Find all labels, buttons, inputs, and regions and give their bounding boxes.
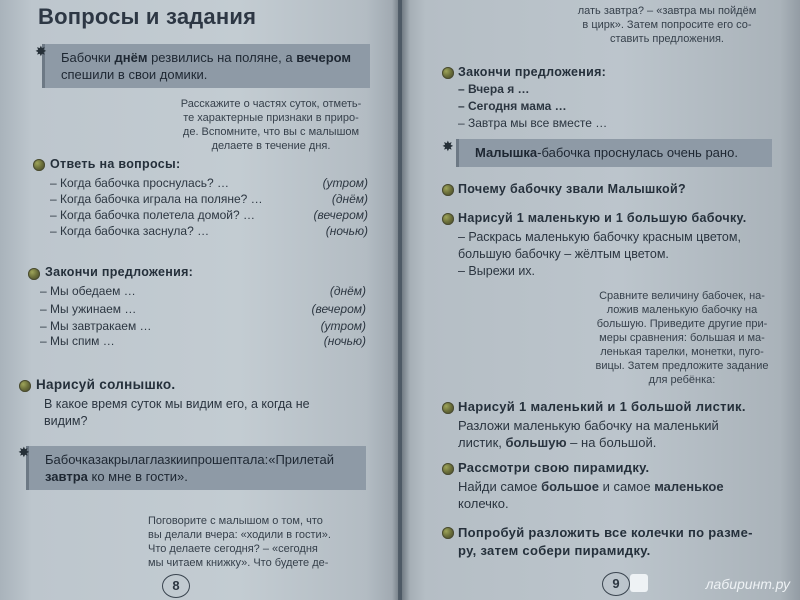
body-text: и самое (598, 479, 655, 494)
note-line: вы делали вчера: «ходили в гости». (148, 529, 331, 541)
task-heading-complete: Закончи предложения: (458, 65, 607, 79)
note-line: де. Вспомните, что вы с малышом (182, 126, 360, 138)
note-line: те характерные признаки в приро- (183, 112, 359, 124)
body-line: – Раскрась маленькую бабочку красным цветом, (458, 230, 741, 244)
body-emph: большую (505, 435, 567, 450)
note-line: для ребёнка: (648, 374, 716, 386)
question-text: – Мы спим … (40, 334, 115, 348)
answer-text: (утром) (320, 319, 366, 333)
parent-note-continued (552, 4, 782, 46)
task-bullet-icon (442, 463, 454, 475)
qa-row (50, 191, 368, 207)
left-page (0, 0, 398, 600)
task-heading-complete: Закончи предложения: (45, 265, 194, 279)
answer-text: (утром) (322, 176, 368, 190)
note-line: Поговорите с малышом о том, что (148, 515, 323, 527)
callout-butterfly-whisper (26, 446, 366, 490)
callout-butterflies-day (42, 44, 370, 88)
right-page (402, 0, 800, 600)
body-line (458, 434, 719, 451)
qa-row (40, 318, 366, 334)
question-text: – Когда бабочка полетела домой? … (50, 208, 255, 222)
callout-text: Бабочки (61, 50, 115, 65)
question-text: – Мы обедаем … (40, 284, 136, 298)
parent-note-compare (584, 289, 780, 387)
task-heading-draw-leaves: Нарисуй 1 маленький и 1 большой листик. (458, 399, 746, 414)
task-heading-why-name: Почему бабочку звали Малышкой? (458, 182, 686, 196)
body-line: большую бабочку – жёлтым цветом. (458, 247, 669, 261)
note-line: Сравните величину бабочек, на- (599, 290, 765, 302)
callout-text: ко мне в гости». (87, 469, 188, 484)
task-bullet-icon (442, 527, 454, 539)
question-text: – Мы завтракаем … (40, 319, 152, 333)
task-bullet-icon (28, 268, 40, 280)
body-emph: большое (541, 479, 599, 494)
logo-icon (630, 574, 648, 592)
note-line: вицы. Затем предложите задание (595, 360, 769, 372)
page-title: Вопросы и задания (38, 4, 257, 29)
answer-text: (ночью) (325, 224, 368, 238)
task-body (458, 229, 741, 280)
note-line: большую. Приведите другие при- (596, 318, 768, 330)
task-heading-rings (458, 524, 753, 560)
task-heading-answer: Ответь на вопросы: (50, 157, 181, 171)
answer-text: (вечером) (313, 208, 368, 222)
page-number: 9 (602, 572, 630, 596)
body-text: Найди самое (458, 479, 542, 494)
qa-row (40, 333, 366, 349)
note-line: лать завтра? – «завтра мы пойдём (577, 5, 757, 17)
callout-emph: завтра (45, 469, 88, 484)
task-body (458, 417, 719, 451)
qa-row (50, 207, 368, 223)
task-bullet-icon (442, 67, 454, 79)
star-icon: ✸ (35, 43, 47, 59)
note-line: меры сравнения: большая и ма- (599, 332, 765, 344)
body-line: – Завтра мы все вместе … (458, 116, 608, 130)
body-line: – Сегодня мама … (458, 99, 567, 113)
qa-row (40, 283, 366, 299)
note-line: ложив маленькую бабочку на (606, 304, 758, 316)
note-line: Расскажите о частях суток, отметь- (180, 98, 362, 110)
book-gutter (392, 0, 410, 600)
parent-note-1 (168, 97, 374, 153)
note-line: ленькая тарелки, монетки, пуго- (600, 346, 764, 358)
callout-malyshka (456, 139, 772, 167)
note-line: в цирк». Затем попросите его со- (582, 19, 752, 31)
body-line: – Вырежи их. (458, 264, 536, 278)
task-body (44, 396, 374, 430)
heading-line: Попробуй разложить все колечки по разме- (458, 525, 753, 540)
callout-emph: днём (114, 50, 148, 65)
star-icon: ✸ (442, 138, 454, 154)
body-line: – Вчера я … (458, 82, 530, 96)
body-line: колечко. (458, 496, 509, 511)
task-heading-pyramid: Рассмотри свою пирамидку. (458, 460, 650, 475)
body-emph: маленькое (654, 479, 724, 494)
task-heading-draw-butterflies: Нарисуй 1 маленькую и 1 большую бабочку. (458, 211, 747, 225)
question-text: – Когда бабочка играла на поляне? … (50, 192, 263, 206)
answer-text: (вечером) (311, 302, 366, 316)
task-bullet-icon (442, 213, 454, 225)
task-bullet-icon (442, 184, 454, 196)
task-body (458, 478, 724, 512)
body-text: листик, (458, 435, 506, 450)
answer-text: (днём) (331, 192, 368, 206)
body-line: Разложи маленькую бабочку на маленький (458, 418, 719, 433)
answer-text: (днём) (329, 284, 366, 298)
callout-text: -бабочка проснулась очень рано. (537, 145, 738, 160)
question-text: – Когда бабочка проснулась? … (50, 176, 229, 190)
body-line: В какое время суток мы видим его, а когда не (44, 397, 310, 411)
qa-row (50, 223, 368, 239)
note-line: мы читаем книжку». Что будете де- (148, 557, 329, 569)
callout-text: Бабочказакрылаглазкиипрошептала:«Прилетай (45, 452, 334, 467)
qa-row (50, 175, 368, 191)
note-line: Что делаете сегодня? – «сегодня (148, 543, 318, 555)
watermark: лабиринт.ру (705, 576, 790, 592)
callout-text: резвились на поляне, а (147, 50, 297, 65)
page-number: 8 (162, 574, 190, 598)
task-bullet-icon (33, 159, 45, 171)
note-line: ставить предложения. (610, 33, 724, 45)
answer-text: (ночью) (323, 334, 366, 348)
callout-emph: вечером (296, 50, 352, 65)
body-text: – на большой. (566, 435, 657, 450)
star-icon: ✸ (18, 444, 30, 460)
task-bullet-icon (442, 402, 454, 414)
qa-row (40, 301, 366, 317)
body-line: видим? (44, 414, 88, 428)
callout-emph: Малышка (475, 145, 538, 160)
body-line (458, 478, 724, 495)
heading-line: ру, затем собери пирамидку. (458, 543, 651, 558)
task-bullet-icon (19, 380, 31, 392)
note-line: делаете в течение дня. (211, 140, 331, 152)
callout-text: спешили в свои домики. (61, 67, 208, 82)
parent-note-2 (148, 514, 368, 570)
question-text: – Мы ужинаем … (40, 302, 137, 316)
task-heading-draw-sun: Нарисуй солнышко. (36, 377, 176, 392)
question-text: – Когда бабочка заснула? … (50, 224, 210, 238)
task-body (458, 81, 607, 132)
